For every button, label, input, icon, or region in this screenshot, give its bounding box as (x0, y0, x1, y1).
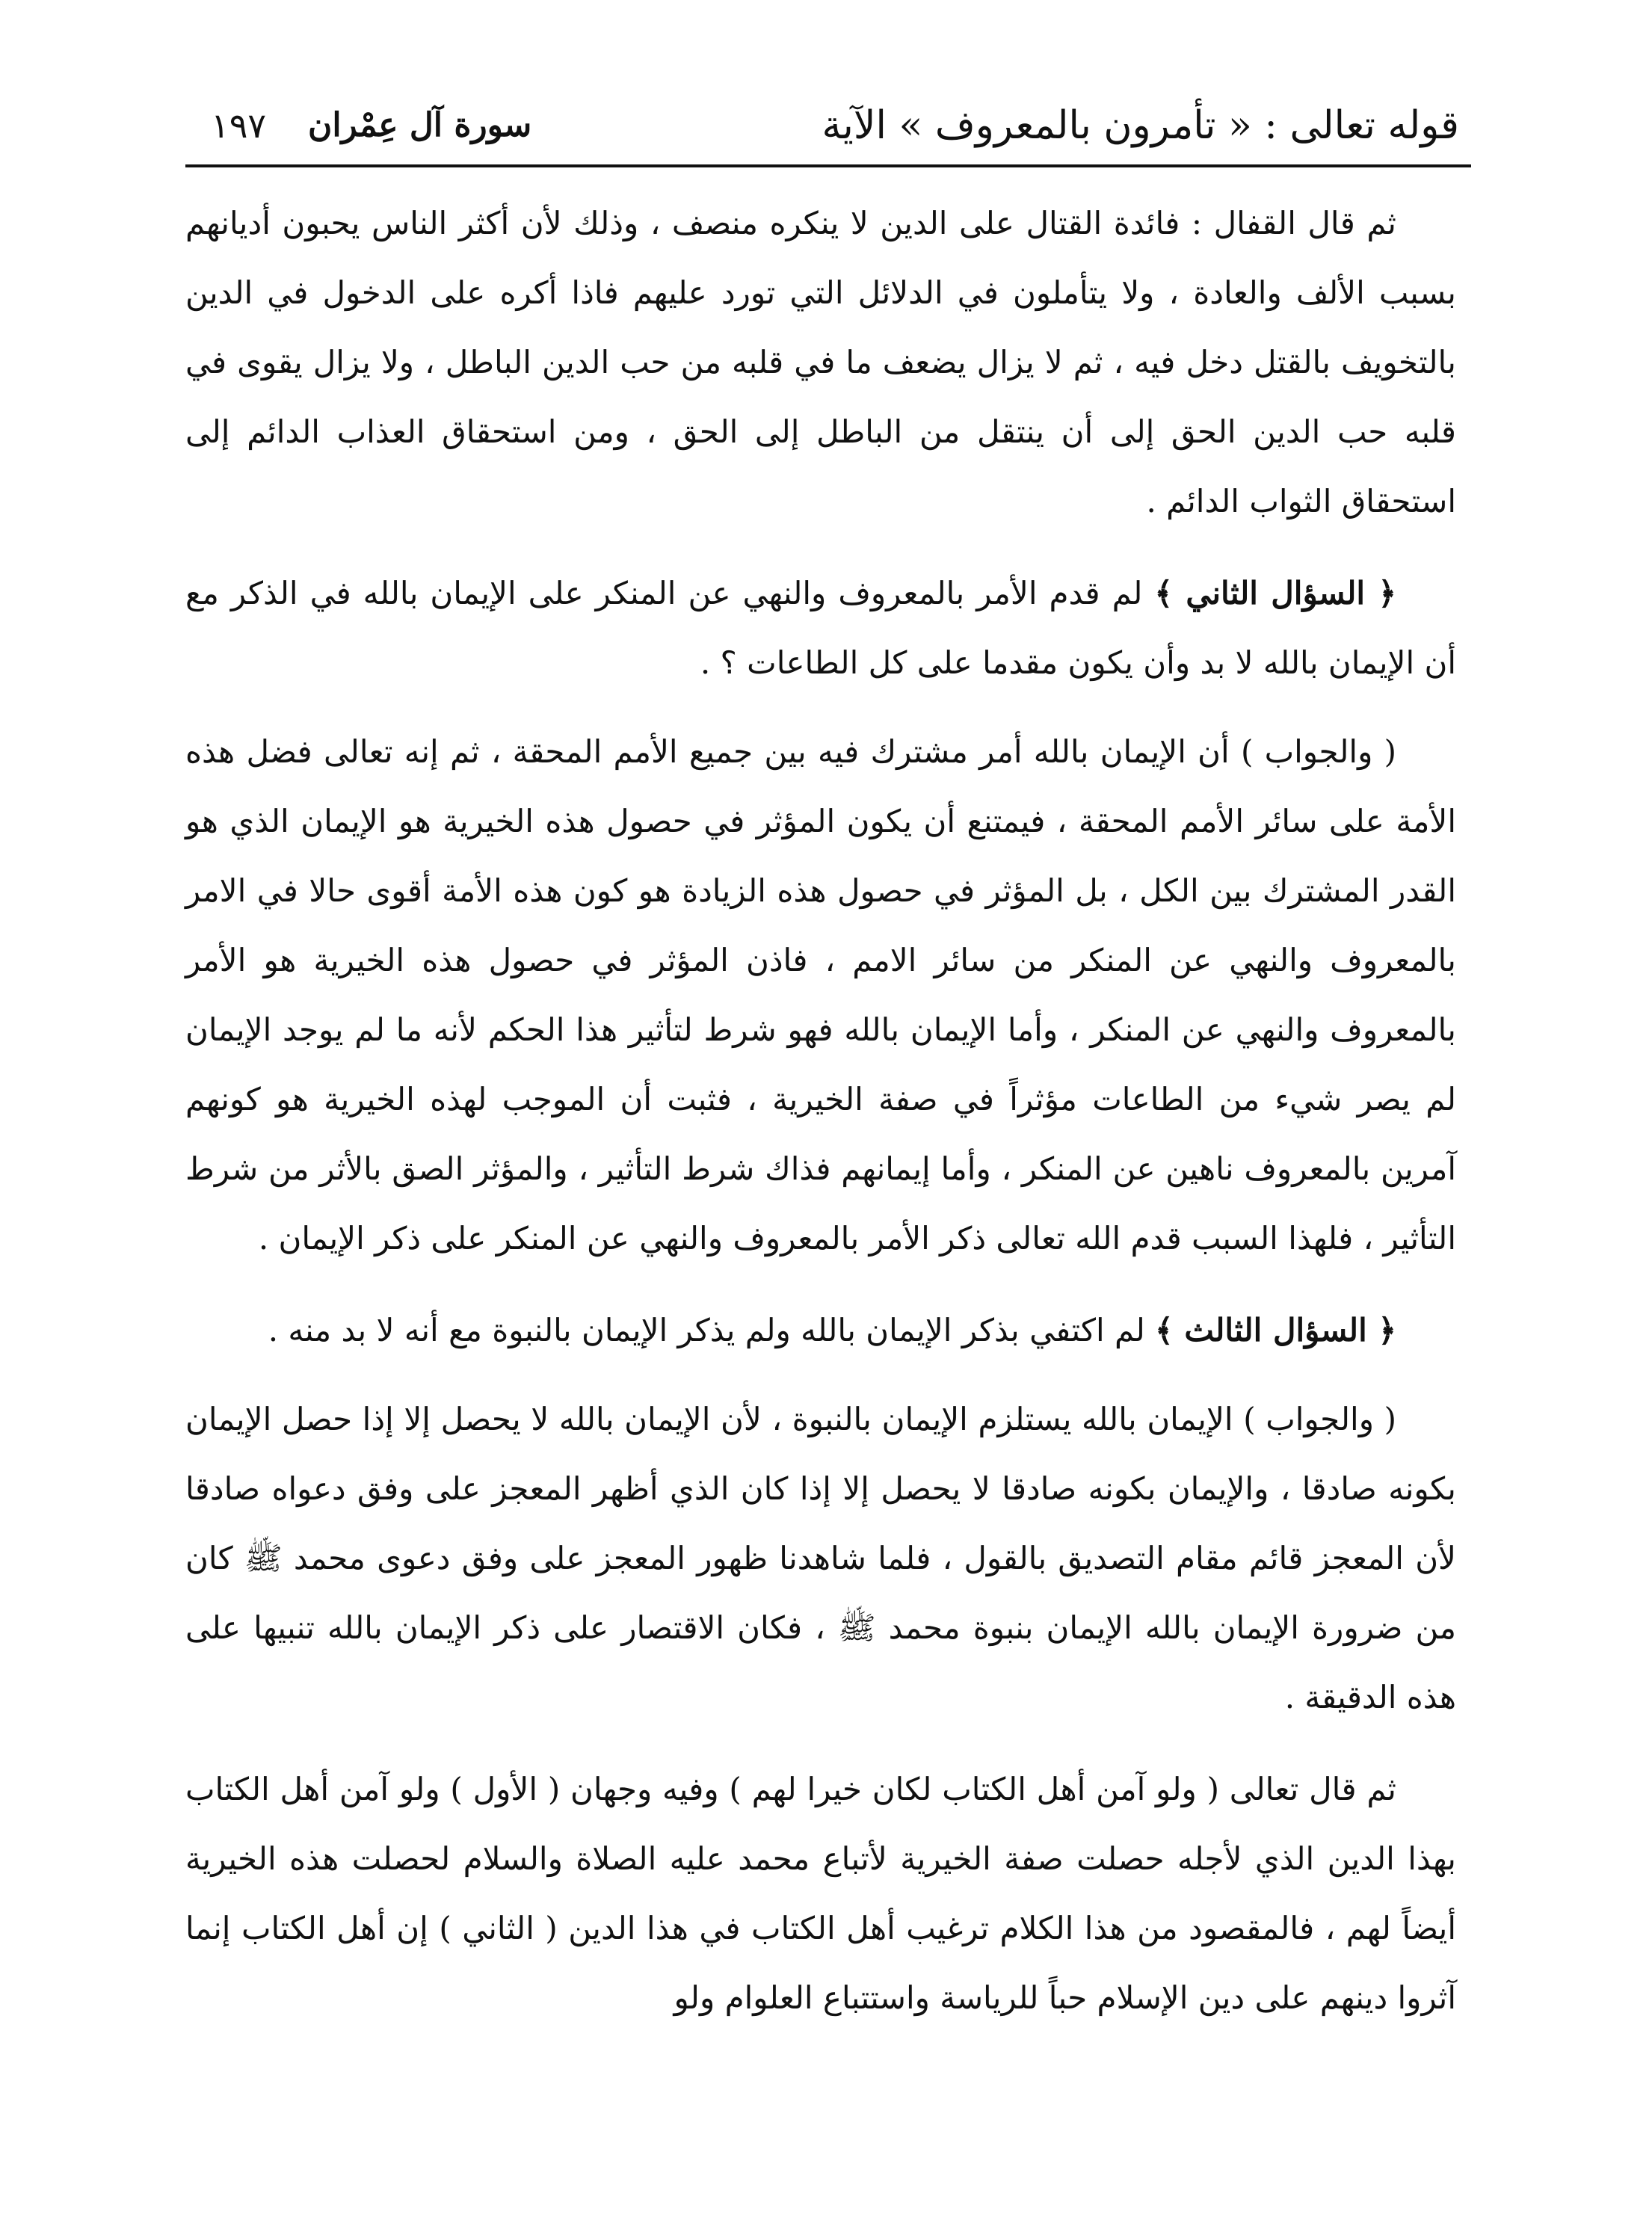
paragraph-text: ثم قال تعالى ( ولو آمن أهل الكتاب لكان خيرا لهم ) وفيه وجهان ( الأول ) ولو آمن أهل الكتاب بهذا الدين الذي لأجله حصلت صفة الخيرية لأتباع محمد عليه الصلاة والسلام لحصلت هذه الخيرية أيضاً لهم ، فالمقصود من هذا الكلام ترغيب أهل الكتاب في هذا الدين ( الثاني ) إن أهل الكتاب إنما آثروا دينهم على دين الإسلام حباً للرياسة واستتباع العلوام ولو (185, 1771, 1456, 2016)
paragraph-text: لم قدم الأمر بالمعروف والنهي عن المنكر على الإيمان بالله في الذكر مع أن الإيمان بالله لا بد وأن يكون مقدما على كل الطاعات ؟ . (185, 575, 1456, 681)
header-divider (185, 164, 1471, 167)
page-number: ١٩٧ (211, 105, 267, 146)
paragraph-text: ( والجواب ) أن الإيمان بالله أمر مشترك فيه بين جميع الأمم المحقة ، ثم إنه تعالى فضل هذه الأمة على سائر الأمم المحقة ، فيمتنع أن يكون المؤثر في حصول هذه الخيرية هو الإيمان الذي هو القدر المشترك بين الكل ، بل المؤثر في حصول هذه الزيادة هو كون هذه الأمة أقوى حالا في الامر بالمعروف والنهي عن المنكر من سائر الامم ، فاذن المؤثر في حصول هذه الخيرية هو الأمر بالمعروف والنهي عن المنكر ، وأما الإيمان بالله فهو شرط لتأثير هذا الحكم لأنه ما لم يوجد الإيمان لم يصر شيء من الطاعات مؤثراً في صفة الخيرية ، فثبت أن الموجب لهذه الخيرية هو كونهم آمرين بالمعروف ناهين عن المنكر ، وأما إيمانهم فذاك شرط التأثير ، والمؤثر الصق بالأثر من شرط التأثير ، فلهذا السبب قدم الله تعالى ذكر الأمر بالمعروف والنهي عن المنكر على ذكر الإيمان . (185, 733, 1456, 1257)
paragraph-people-of-book (185, 1754, 1456, 2032)
paragraph-qaffal (185, 188, 1456, 536)
paragraph-question-two (185, 558, 1456, 697)
paragraph-answer-three (185, 1384, 1456, 1732)
body-text (185, 188, 1456, 2055)
paragraph-question-three (185, 1295, 1456, 1365)
paragraph-answer-two (185, 717, 1456, 1273)
paragraph-lead: ﴿ السؤال الثالث ﴾ (1155, 1312, 1396, 1348)
paragraph-text: لم اكتفي بذكر الإيمان بالله ولم يذكر الإيمان بالنبوة مع أنه لا بد منه . (268, 1312, 1156, 1348)
paragraph-text: ثم قال القفال : فائدة القتال على الدين لا ينكره منصف ، وذلك لأن أكثر الناس يحبون أديانهم بسبب الألف والعادة ، ولا يتأملون في الدلائل التي تورد عليهم فاذا أكره على الدخول في الدين بالتخويف بالقتل دخل فيه ، ثم لا يزال يضعف ما في قلبه من حب الدين الباطل ، ولا يزال يقوى في قلبه حب الدين الحق إلى أن ينتقل من الباطل إلى الحق ، ومن استحقاق العذاب الدائم إلى استحقاق الثواب الدائم . (185, 205, 1456, 519)
header-title: قوله تعالى : « تأمرون بالمعروف » الآية (822, 103, 1459, 148)
header-surah-name: سورة آل عِمْران (308, 106, 532, 144)
running-header (196, 88, 1459, 163)
paragraph-lead: ﴿ السؤال الثاني ﴾ (1154, 575, 1396, 611)
paragraph-text: ( والجواب ) الإيمان بالله يستلزم الإيمان بالنبوة ، لأن الإيمان بالله لا يحصل إلا إذا حصل الإيمان بكونه صادقا ، والإيمان بكونه صادقا لا يحصل إلا إذا كان الذي أظهر المعجز على وفق دعواه صادقا لأن المعجز قائم مقام التصديق بالقول ، فلما شاهدنا ظهور المعجز على وفق دعوى محمد ﷺ كان من ضرورة الإيمان بالله الإيمان بنبوة محمد ﷺ ، فكان الاقتصار على ذكر الإيمان بالله تنبيها على هذه الدقيقة . (185, 1401, 1456, 1715)
